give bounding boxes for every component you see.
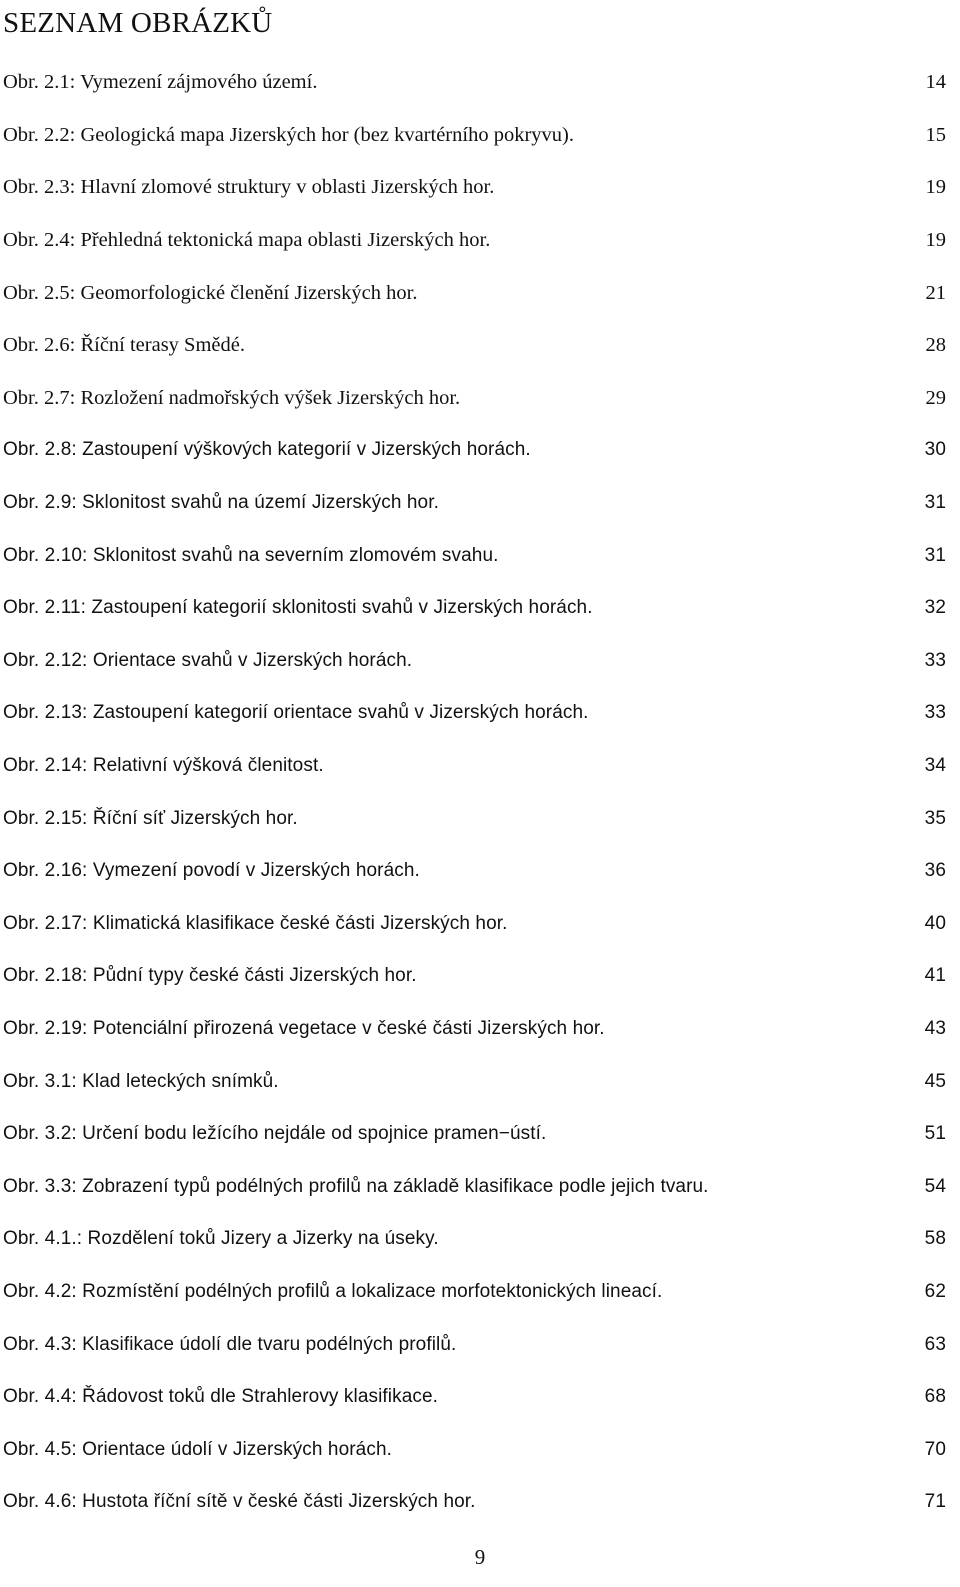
figure-page-number: 29 <box>925 386 946 409</box>
figure-caption: Obr. 4.4: Řádovost toků dle Strahlerovy klasifikace. <box>3 1386 439 1408</box>
figure-caption: Obr. 3.3: Zobrazení typů podélných profilů na základě klasifikace podle jejich tvaru. <box>3 1175 709 1197</box>
list-item <box>0 1003 960 1056</box>
figure-page-number: 43 <box>924 1017 946 1039</box>
figure-caption: Obr. 4.5: Orientace údolí v Jizerských horách. <box>3 1438 392 1460</box>
list-item <box>0 740 960 793</box>
figure-page-number: 51 <box>924 1123 946 1145</box>
figure-page-number: 33 <box>924 649 946 671</box>
list-item <box>0 1213 960 1266</box>
figure-caption: Obr. 2.14: Relativní výšková členitost. <box>3 755 324 777</box>
figure-caption: Obr. 3.2: Určení bodu ležícího nejdále od spojnice pramen−ústí. <box>3 1123 547 1145</box>
figure-page-number: 28 <box>925 334 946 357</box>
figure-caption: Obr. 2.19: Potenciální přirozená vegetace v české části Jizerských hor. <box>3 1017 605 1039</box>
figure-page-number: 68 <box>924 1386 946 1408</box>
figure-page-number: 71 <box>924 1491 946 1513</box>
figure-caption: Obr. 3.1: Klad leteckých snímků. <box>3 1070 279 1092</box>
figure-caption: Obr. 2.8: Zastoupení výškových kategorií v Jizerských horách. <box>3 439 531 461</box>
figure-page-number: 30 <box>924 439 946 461</box>
list-item <box>0 424 960 477</box>
figure-caption: Obr. 2.13: Zastoupení kategorií orientace svahů v Jizerských horách. <box>3 702 589 724</box>
list-item <box>0 1423 960 1476</box>
figure-page-number: 35 <box>924 807 946 829</box>
list-item <box>0 1266 960 1319</box>
figure-caption: Obr. 2.11: Zastoupení kategorií sklonitosti svahů v Jizerských horách. <box>3 597 593 619</box>
list-item <box>0 1476 960 1529</box>
list-item <box>0 372 960 425</box>
list-item <box>0 635 960 688</box>
figure-caption: Obr. 2.5: Geomorfologické členění Jizerských hor. <box>3 281 418 304</box>
figure-caption: Obr. 2.18: Půdní typy české části Jizerských hor. <box>3 965 417 987</box>
list-item <box>0 1318 960 1371</box>
figure-page-number: 32 <box>924 597 946 619</box>
list-item <box>0 898 960 951</box>
list-item <box>0 1108 960 1161</box>
figure-caption: Obr. 4.6: Hustota říční sítě v české části Jizerských hor. <box>3 1491 476 1513</box>
list-item <box>0 477 960 530</box>
figure-page-number: 62 <box>924 1280 946 1302</box>
figure-page-number: 33 <box>924 702 946 724</box>
figure-page-number: 34 <box>924 755 946 777</box>
figure-caption: Obr. 4.2: Rozmístění podélných profilů a lokalizace morfotektonických lineací. <box>3 1280 663 1302</box>
figure-caption: Obr. 2.9: Sklonitost svahů na území Jizerských hor. <box>3 492 439 514</box>
figure-page-number: 40 <box>924 912 946 934</box>
figure-caption: Obr. 2.12: Orientace svahů v Jizerských horách. <box>3 649 413 671</box>
figure-page-number: 63 <box>924 1333 946 1355</box>
figure-page-number: 14 <box>925 71 946 94</box>
figure-caption: Obr. 2.3: Hlavní zlomové struktury v oblasti Jizerských hor. <box>3 176 495 199</box>
figure-page-number: 41 <box>924 965 946 987</box>
figure-page-number: 15 <box>925 123 946 146</box>
figure-page-number: 19 <box>925 229 946 252</box>
list-item <box>0 845 960 898</box>
figure-page-number: 31 <box>924 544 946 566</box>
figure-page-number: 19 <box>925 176 946 199</box>
figure-page-number: 58 <box>924 1228 946 1250</box>
figure-list <box>0 56 960 1529</box>
list-item <box>0 582 960 635</box>
list-item <box>0 319 960 372</box>
figure-caption: Obr. 2.17: Klimatická klasifikace české části Jizerských hor. <box>3 912 508 934</box>
figure-caption: Obr. 4.3: Klasifikace údolí dle tvaru podélných profilů. <box>3 1333 457 1355</box>
figure-page-number: 31 <box>924 492 946 514</box>
list-item <box>0 1055 960 1108</box>
figure-page-number: 70 <box>924 1438 946 1460</box>
list-item <box>0 109 960 162</box>
figure-caption: Obr. 2.6: Říční terasy Smědé. <box>3 334 245 357</box>
figure-page-number: 45 <box>924 1070 946 1092</box>
figure-caption: Obr. 2.10: Sklonitost svahů na severním zlomovém svahu. <box>3 544 499 566</box>
figure-caption: Obr. 4.1.: Rozdělení toků Jizery a Jizerky na úseky. <box>3 1228 439 1250</box>
list-item <box>0 1371 960 1424</box>
figure-caption: Obr. 2.7: Rozložení nadmořských výšek Jizerských hor. <box>3 386 461 409</box>
figure-caption: Obr. 2.1: Vymezení zájmového území. <box>3 71 318 94</box>
figure-page-number: 21 <box>925 281 946 304</box>
list-item <box>0 56 960 109</box>
page-number: 9 <box>474 1545 486 1569</box>
list-item <box>0 792 960 845</box>
list-item <box>0 266 960 319</box>
list-item <box>0 1160 960 1213</box>
figure-caption: Obr. 2.2: Geologická mapa Jizerských hor (bez kvartérního pokryvu). <box>3 123 574 146</box>
figure-page-number: 36 <box>924 860 946 882</box>
figure-caption: Obr. 2.4: Přehledná tektonická mapa oblasti Jizerských hor. <box>3 229 491 252</box>
list-item <box>0 214 960 267</box>
list-item <box>0 687 960 740</box>
figure-page-number: 54 <box>924 1175 946 1197</box>
list-item <box>0 161 960 214</box>
figure-caption: Obr. 2.15: Říční síť Jizerských hor. <box>3 807 298 829</box>
list-item <box>0 529 960 582</box>
page-title: SEZNAM OBRÁZKŮ <box>3 7 273 39</box>
figure-caption: Obr. 2.16: Vymezení povodí v Jizerských horách. <box>3 860 420 882</box>
list-item <box>0 950 960 1003</box>
